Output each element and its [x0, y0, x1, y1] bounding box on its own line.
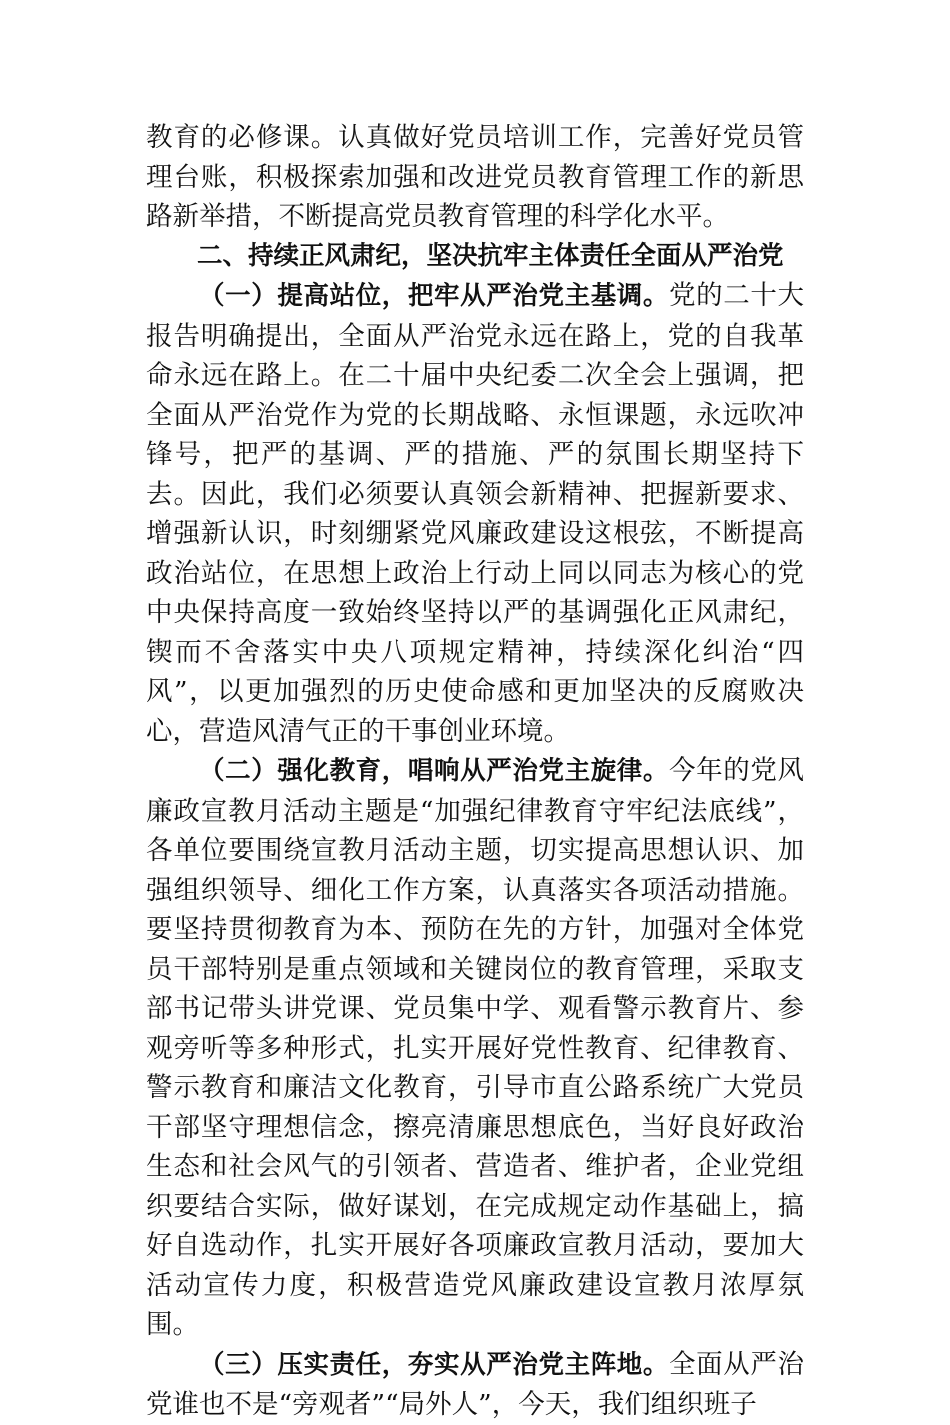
- paragraph-3-body: 全面从严治党谁也不是“旁观者”“局外人”，今天，我们组织班子: [146, 1348, 804, 1420]
- section-heading: 二、持续正风肃纪，坚决抗牢主体责任全面从严治党: [197, 240, 784, 271]
- paragraph-3: [146, 1345, 804, 1425]
- paragraph-1-lead: （一）提高站位，把牢从严治党主基调。: [199, 281, 670, 311]
- paragraph-2-body: 今年的党风廉政宣教月活动主题是“加强纪律教育守牢纪法底线”，各单位要围绕宣教月活动主题，切实提高思想认识、加强组织领导、细化工作方案，认真落实各项活动措施。要坚持贯彻教育为本、预防在先的方针，加强对全体党员干部特别是重点领域和关键岗位的教育管理，采取支部书记带头讲党课、党员集中学、观看警示教育片、参观旁听等多种形式，扎实开展好党性教育、纪律教育、警示教育和廉洁文化教育，引导市直公路系统广大党员干部坚守理想信念，擦亮清廉思想底色，当好良好政治生态和社会风气的引领者、营造者、维护者，企业党组织要结合实际，做好谋划，在完成规定动作基础上，搞好自选动作，扎实开展好各项廉政宣教月活动，要加大活动宣传力度，积极营造党风廉政建设宣教月浓厚氛围。: [146, 755, 804, 1340]
- continuation-paragraph: 教育的必修课。认真做好党员培训工作，完善好党员管理台账，积极探索加强和改进党员教育管理工作的新思路新举措，不断提高党员教育管理的科学化水平。: [146, 122, 804, 232]
- paragraph-1: [146, 276, 804, 751]
- paragraph-2-lead: （二）强化教育，唱响从严治党主旋律。: [199, 756, 670, 786]
- paragraph-2: [146, 751, 804, 1345]
- paragraph-3-lead: （三）压实责任，夯实从严治党主阵地。: [199, 1349, 670, 1380]
- paragraph-1-body: 党的二十大报告明确提出，全面从严治党永远在路上，党的自我革命永远在路上。在二十届中央纪委二次全会上强调，把全面从严治党作为党的长期战略、永恒课题，永远吹冲锋号，把严的基调、严的措施、严的氛围长期坚持下去。因此，我们必须要认真领会新精神、把握新要求、增强新认识，时刻绷紧党风廉政建设这根弦，不断提高政治站位，在思想上政治上行动上同以同志为核心的党中央保持高度一致始终坚持以严的基调强化正风肃纪，锲而不舍落实中央八项规定精神，持续深化纠治“四风”，以更加强烈的历史使命感和更加坚决的反腐败决心，营造风清气正的干事创业环境。: [146, 280, 804, 747]
